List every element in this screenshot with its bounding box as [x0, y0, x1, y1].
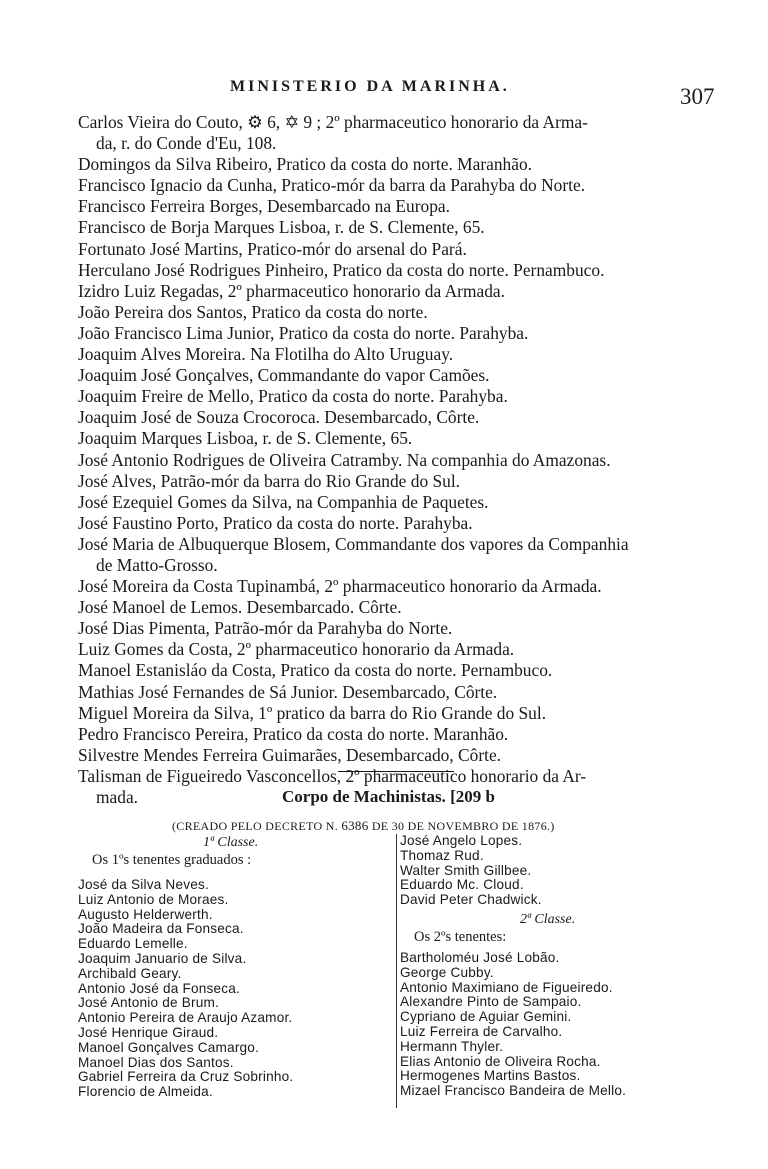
entry — [78, 534, 723, 576]
entry-text: José Maria de Albuquerque Blosem, Commandante dos vapores da Companhia — [78, 533, 629, 554]
entry — [78, 618, 723, 639]
list-item: Florencio de Almeida. — [78, 1084, 213, 1100]
entry — [78, 513, 723, 534]
entry — [78, 597, 723, 618]
list-item: Luiz Antonio de Moraes. — [78, 891, 229, 907]
name-list — [78, 878, 398, 1100]
entry — [78, 745, 723, 766]
entry-text: Pedro Francisco Pereira, Pratico da costa do norte. Maranhão. — [78, 723, 509, 744]
list-item: Eduardo Mc. Cloud. — [400, 877, 524, 893]
section-divider — [338, 771, 454, 772]
class-heading: 1ª Classe. — [203, 835, 259, 850]
list-item: Hermogenes Martins Bastos. — [400, 1068, 581, 1084]
left-column — [78, 834, 398, 1100]
list-item: Alexandre Pinto de Sampaio. — [400, 994, 582, 1010]
entry-text: Joaquim Marques Lisboa, r. de S. Clemente, 65. — [78, 428, 413, 449]
entry — [78, 386, 723, 407]
entry — [78, 175, 723, 196]
list-item: Antonio Pereira de Araujo Azamor. — [78, 1010, 293, 1026]
entry — [78, 196, 723, 217]
entry — [78, 724, 723, 745]
entry — [78, 450, 723, 471]
entry-text: Joaquim José Gonçalves, Commandante do vapor Camões. — [78, 365, 490, 386]
entry — [78, 281, 723, 302]
entry-text: Francisco Ferreira Borges, Desembarcado na Europa. — [78, 196, 450, 217]
list-item: Manoel Dias dos Santos. — [78, 1054, 234, 1070]
entry-text: Herculano José Rodrigues Pinheiro, Pratico da costa do norte. Pernambuco. — [78, 259, 605, 280]
entry — [78, 344, 723, 365]
list-item: José Angelo Lopes. — [400, 833, 523, 848]
list-item: David Peter Chadwick. — [400, 892, 542, 908]
entry-text: Joaquim Freire de Mello, Pratico da costa do norte. Parahyba. — [78, 386, 508, 407]
list-item: Elias Antonio de Oliveira Rocha. — [400, 1053, 601, 1069]
entry-text: José Manoel de Lemos. Desembarcado. Côrte. — [78, 597, 402, 618]
list-item: José Antonio de Brum. — [78, 995, 219, 1011]
entry-text: Mathias José Fernandes de Sá Junior. Desembarcado, Côrte. — [78, 681, 498, 702]
entry — [78, 323, 723, 344]
entry — [78, 154, 723, 175]
list-item: George Cubby. — [400, 964, 494, 980]
entry-text: Carlos Vieira do Couto, ⚙ 6, ✡ 9 ; 2º pharmaceutico honorario da Arma- — [78, 112, 588, 132]
entry — [78, 639, 723, 660]
subheading: Os 2ºs tenentes: — [414, 928, 507, 945]
list-item: José da Silva Neves. — [78, 877, 209, 892]
list-item: Antonio José da Fonseca. — [78, 980, 240, 996]
entry-text: Luiz Gomes da Costa, 2º pharmaceutico honorario da Armada. — [78, 639, 515, 660]
entry — [78, 428, 723, 449]
entry — [78, 703, 723, 724]
running-head: MINISTERIO DA MARINHA. — [230, 78, 510, 95]
section-note-suffix: DE 30 DE NOVEMBRO DE 1876.) — [371, 819, 555, 833]
list-item: Gabriel Ferreira da Cruz Sobrinho. — [78, 1069, 294, 1085]
entry-text: João Pereira dos Santos, Pratico da costa do norte. — [78, 301, 428, 322]
entry-text: Domingos da Silva Ribeiro, Pratico da costa do norte. Maranhão. — [78, 154, 532, 175]
entry-text: Francisco de Borja Marques Lisboa, r. de S. Clemente, 65. — [78, 217, 485, 238]
entry-text: Joaquim Alves Moreira. Na Flotilha do Alto Uruguay. — [78, 344, 454, 365]
entry — [78, 492, 723, 513]
list-item: Walter Smith Gillbee. — [400, 862, 532, 878]
subheading: Os 1ºs tenentes graduados : — [92, 852, 252, 868]
entry — [78, 260, 723, 281]
list-item: Thomaz Rud. — [400, 847, 484, 863]
entry — [78, 239, 723, 260]
entry-text: José Moreira da Costa Tupinambá, 2º pharmaceutico honorario da Armada. — [78, 576, 602, 597]
entry — [78, 407, 723, 428]
list-item: José Henrique Giraud. — [78, 1024, 219, 1040]
entry — [78, 471, 723, 492]
entry — [78, 302, 723, 323]
entry — [78, 660, 723, 681]
entry — [78, 217, 723, 238]
entry-continuation: da, r. do Conde d'Eu, 108. — [96, 133, 277, 154]
entry-text: Francisco Ignacio da Cunha, Pratico-mór da barra da Parahyba do Norte. — [78, 175, 586, 196]
list-item: Mizael Francisco Bandeira de Mello. — [400, 1083, 627, 1099]
entry-text: Izidro Luiz Regadas, 2º pharmaceutico honorario da Armada. — [78, 280, 505, 301]
class-heading: 2ª Classe. — [520, 911, 576, 927]
list-item: Antonio Maximiano de Figueiredo. — [400, 979, 613, 995]
entry — [78, 112, 723, 154]
entry-text: José Ezequiel Gomes da Silva, na Companhia de Paquetes. — [78, 491, 489, 512]
list-item: Bartholoméu José Lobão. — [400, 949, 560, 965]
list-item: Archibald Geary. — [78, 965, 182, 981]
entry-continuation: mada. — [96, 787, 139, 807]
entry-list — [78, 112, 723, 808]
entry-text: Fortunato José Martins, Pratico-mór do arsenal do Pará. — [78, 238, 467, 259]
name-list — [400, 951, 720, 1099]
entry-continuation: de Matto-Grosso. — [96, 554, 218, 575]
entry-text: José Faustino Porto, Pratico da costa do norte. Parahyba. — [78, 512, 473, 533]
entry — [78, 576, 723, 597]
entry-text: Joaquim José de Souza Crocoroca. Desembarcado, Côrte. — [78, 407, 480, 428]
section-title: Corpo de Machinistas. [209 b — [282, 787, 495, 806]
section-note-prefix: (CREADO PELO DECRETO N. — [172, 819, 339, 833]
list-item: Eduardo Lemelle. — [78, 936, 188, 952]
page-number: 307 — [680, 84, 715, 109]
entry — [78, 365, 723, 386]
list-item: Manoel Gonçalves Camargo. — [78, 1039, 260, 1055]
entry-text: Silvestre Mendes Ferreira Guimarães, Desembarcado, Côrte. — [78, 744, 502, 765]
entry-text: Manoel Estanisláo da Costa, Pratico da costa do norte. Pernambuco. — [78, 660, 553, 681]
list-item: Joaquim Januario de Silva. — [78, 950, 247, 966]
entry-text: José Dias Pimenta, Patrão-mór da Parahyba do Norte. — [78, 618, 453, 639]
entry-text: João Francisco Lima Junior, Pratico da costa do norte. Parahyba. — [78, 322, 529, 343]
name-list — [400, 834, 720, 908]
entry-text: José Antonio Rodrigues de Oliveira Catramby. Na companhia do Amazonas. — [78, 449, 611, 470]
list-item: João Madeira da Fonseca. — [78, 921, 244, 937]
list-item: Augusto Helderwerth. — [78, 906, 213, 922]
entry-text: Miguel Moreira da Silva, 1º pratico da barra do Rio Grande do Sul. — [78, 702, 547, 723]
section-note — [172, 818, 555, 834]
entry — [78, 682, 723, 703]
list-item: Cypriano de Aguiar Gemini. — [400, 1009, 572, 1025]
section-note-number: 6386 — [341, 818, 369, 833]
entry-text: Talisman de Figueiredo Vasconcellos, 2º pharmaceutico honorario da Ar- — [78, 765, 587, 786]
list-item: Hermann Thyler. — [400, 1038, 504, 1054]
entry-text: José Alves, Patrão-mór da barra do Rio Grande do Sul. — [78, 470, 461, 491]
list-item: Luiz Ferreira de Carvalho. — [400, 1023, 563, 1039]
right-column — [396, 834, 720, 1108]
